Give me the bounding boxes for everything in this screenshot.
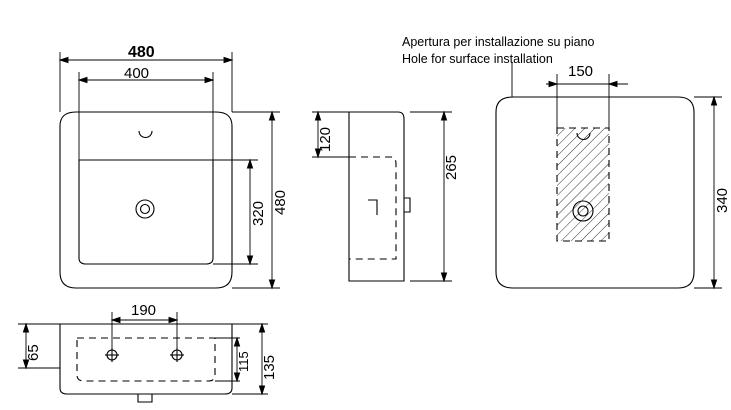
dim-label-front-height-outer: 135	[261, 354, 278, 380]
installation-note	[402, 34, 594, 68]
dim-label-front-height-inner: 115	[236, 351, 251, 372]
front-view-outline	[60, 324, 232, 394]
front-view-drain-stub	[136, 394, 154, 402]
dim-label-side-height-outer: 265	[443, 154, 460, 180]
dim-label-cutout-height: 340	[714, 187, 731, 213]
dim-label-top-width-outer: 480	[128, 44, 155, 61]
dim-label-top-width-inner: 400	[124, 65, 150, 82]
installation-note-line-it: Apertura per installazione su piano	[402, 35, 595, 49]
top-view-drain	[136, 200, 154, 218]
front-view-tap-holes	[105, 348, 184, 362]
top-view-overflow	[139, 131, 152, 138]
dim-label-top-depth-outer: 480	[272, 189, 289, 215]
dim-label-front-hole-spacing: 190	[131, 302, 157, 319]
dim-label-cutout-width: 150	[568, 63, 594, 80]
installation-note-line-en: Hole for surface installation	[402, 51, 553, 66]
side-view-overflow-tab	[404, 198, 410, 212]
side-view-outline	[349, 112, 404, 281]
dim-side-height-outer	[410, 112, 452, 281]
dim-top-width-inner	[79, 72, 213, 160]
dim-cutout-width	[546, 74, 628, 128]
dim-label-front-height-left: 65	[25, 344, 42, 361]
cutout-hatch-region	[557, 128, 609, 241]
dim-label-top-depth-inner: 320	[250, 200, 267, 226]
dim-label-side-height-inner: 120	[317, 126, 334, 152]
